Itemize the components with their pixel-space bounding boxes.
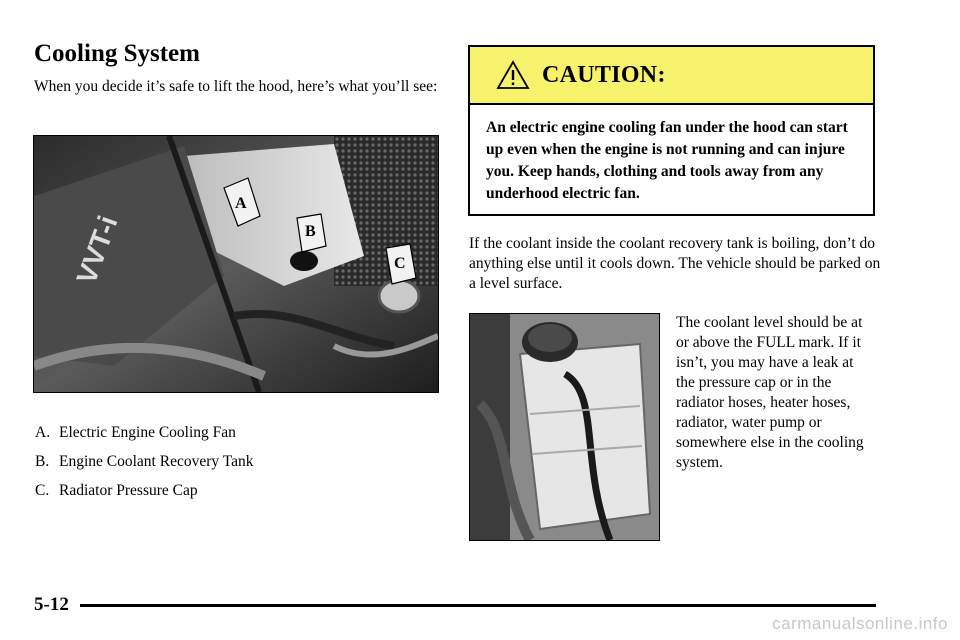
caution-header (470, 47, 873, 105)
legend-item: B. Engine Coolant Recovery Tank (35, 453, 254, 470)
caution-text: An electric engine cooling fan under the hood can start up even when the engine is not running and can injure you. Keep hands, clothing and tools away from any underhood electric fan. (486, 119, 848, 202)
caution-title: CAUTION: (542, 61, 666, 88)
legend-item: C. Radiator Pressure Cap (35, 482, 198, 499)
section-title: Cooling System (34, 40, 200, 67)
caution-box (468, 45, 875, 216)
footer-rule (80, 604, 876, 607)
callout-a: A (235, 195, 247, 212)
callout-b: B (305, 223, 316, 240)
component-legend (35, 423, 253, 510)
paragraph-boiling: If the coolant inside the coolant recovery tank is boiling, don’t do anything else until it cools down. The vehicle should be parked on a level surface. (469, 235, 881, 292)
coolant-recovery-tank-photo (469, 313, 660, 541)
svg-text:VVT-i: VVT-i (70, 211, 124, 289)
callout-c: C (394, 255, 406, 272)
legend-item: A. Electric Engine Cooling Fan (35, 424, 236, 441)
page-number: 5-12 (34, 594, 69, 615)
paragraph-coolant-level: The coolant level should be at or above the FULL mark. If it isn’t, you may have a leak at the pressure cap or in the radiator hoses, heater hoses, radiator, water pump or somewhere else in the cooling system. (676, 314, 864, 471)
intro-text: When you decide it’s safe to lift the hood, here’s what you’ll see: (34, 78, 438, 95)
watermark: carmanualsonline.info (772, 614, 948, 633)
engine-compartment-photo (33, 135, 439, 393)
warning-triangle-icon (496, 60, 530, 90)
